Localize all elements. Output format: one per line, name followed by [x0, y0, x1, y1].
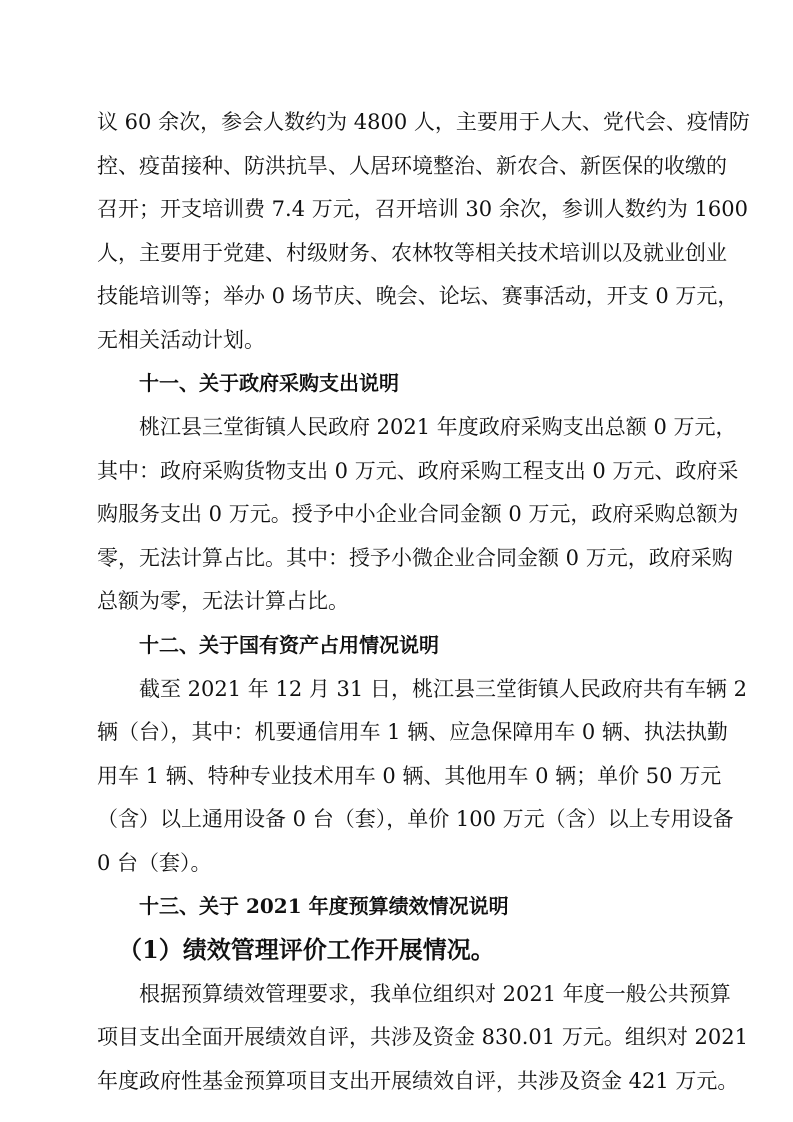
- paragraph-line: 0 台（套）。: [97, 850, 212, 875]
- paragraph-line: 控、疫苗接种、防洪抗旱、人居环境整治、新农合、新医保的收缴的: [97, 153, 727, 178]
- subsection-heading: （1）绩效管理评价工作开展情况。: [118, 935, 495, 964]
- paragraph-line: 桃江县三堂街镇人民政府 2021 年度政府采购支出总额 0 万元，: [139, 415, 737, 440]
- paragraph-line: 截至 2021 年 12 月 31 日，桃江县三堂街镇人民政府共有车辆 2: [139, 676, 747, 701]
- paragraph-line: 根据预算绩效管理要求，我单位组织对 2021 年度一般公共预算: [139, 981, 731, 1006]
- paragraph-line: 总额为零，无法计算占比。: [97, 589, 349, 614]
- paragraph-line: 议 60 余次，参会人数约为 4800 人，主要用于人大、党代会、疫情防: [97, 110, 750, 134]
- section-heading: 十一、关于政府采购支出说明: [139, 371, 399, 396]
- paragraph-line: 召开；开支培训费 7.4 万元，召开培训 30 余次，参训人数约为 1600: [97, 197, 748, 222]
- paragraph-line: 项目支出全面开展绩效自评，共涉及资金 830.01 万元。组织对 2021: [97, 1025, 748, 1050]
- paragraph-line: （含）以上通用设备 0 台（套），单价 100 万元（含）以上专用设备: [97, 807, 734, 832]
- section-heading: 十三、关于 2021 年度预算绩效情况说明: [139, 894, 509, 919]
- paragraph-line: 用车 1 辆、特种专业技术用车 0 辆、其他用车 0 辆；单价 50 万元: [97, 763, 722, 788]
- section-heading: 十二、关于国有资产占用情况说明: [139, 632, 439, 657]
- paragraph-line: 人，主要用于党建、村级财务、农林牧等相关技术培训以及就业创业: [97, 240, 727, 265]
- paragraph-line: 年度政府性基金预算项目支出开展绩效自评，共涉及资金 421 万元。: [97, 1068, 739, 1093]
- paragraph-line: 无相关活动计划。: [97, 327, 265, 352]
- paragraph-line: 辆（台），其中：机要通信用车 1 辆、应急保障用车 0 辆、执法执勤: [97, 720, 728, 745]
- paragraph-line: 技能培训等；举办 0 场节庆、晚会、论坛、赛事活动，开支 0 万元，: [97, 284, 739, 309]
- paragraph-line: 零，无法计算占比。其中：授予小微企业合同金额 0 万元，政府采购: [97, 545, 733, 570]
- paragraph-line: 购服务支出 0 万元。授予中小企业合同金额 0 万元，政府采购总额为: [97, 502, 739, 527]
- paragraph-line: 其中：政府采购货物支出 0 万元、政府采购工程支出 0 万元、政府采: [97, 458, 739, 483]
